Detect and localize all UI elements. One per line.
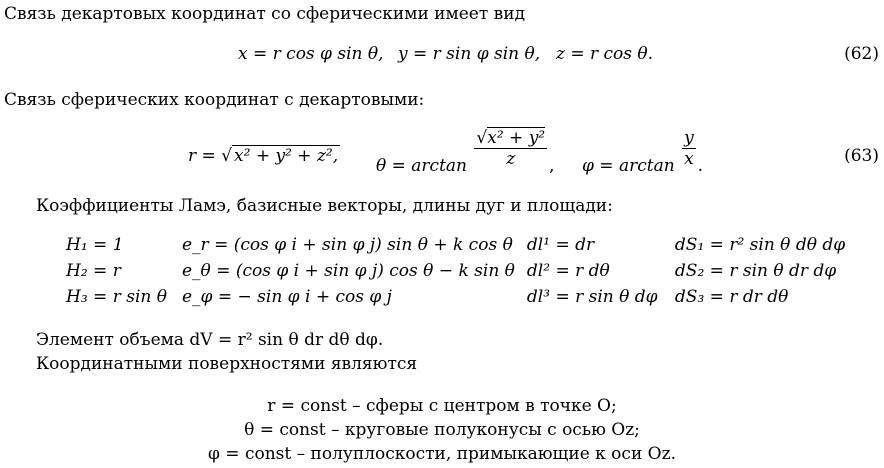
surfaces-heading: Координатными поверхностями являются [36,354,418,374]
equation-62 [0,44,884,68]
eq62-tag: (62) [844,44,879,64]
intro-text-2: Связь сферических координат с декартовыми: [4,90,425,110]
lame-coefficient: H₃ = r sin θ [66,287,167,307]
surfaces-list [0,394,884,466]
sqrt-radical: √ x² + y² + z², [221,146,339,166]
eq63-r [188,146,340,166]
basis-vector: e_θ = (cos φ i + sin φ j) cos θ − k sin θ [182,261,515,281]
basis-vector: e_r = (cos φ i + sin φ j) sin θ + k cos θ [182,235,513,255]
eq63-theta-num-radicand: x² + y² [487,128,546,148]
equation-63 [0,128,884,184]
area-element: dS₃ = r dr dθ [674,287,789,307]
lame-heading: Коэффициенты Ламэ, базисные векторы, длины дуг и площади: [36,196,613,216]
surface-item: θ = const – круговые полуконусы с осью Oz; [244,420,640,440]
comma: , [549,156,555,176]
eq63-phi [582,128,704,176]
eq63-phi-denominator: x [684,149,694,169]
arc-length: dl³ = r sin θ dφ [526,287,658,307]
surface-item: r = const – сферы с центром в точке O; [267,396,617,416]
area-element: dS₂ = r sin θ dr dφ [674,261,837,281]
eq62-x: x = r cos φ sin θ, [238,44,384,64]
eq63-theta [376,128,555,176]
area-element: dS₁ = r² sin θ dθ dφ [674,235,846,255]
eq63-phi-lhs: φ = arctan [582,156,675,176]
volume-element: Элемент объема dV = r² sin θ dr dθ dφ. [36,330,384,350]
eq63-tag: (63) [844,146,879,166]
eq62-y: y = r sin φ sin θ, [398,44,541,64]
eq63-theta-fraction [474,128,547,169]
eq63-phi-fraction [682,128,696,169]
period: . [697,156,704,176]
lame-row [66,258,857,284]
arc-length: dl¹ = dr [526,235,595,255]
eq63-phi-numerator: y [684,128,694,148]
lame-row [66,284,857,310]
arc-length: dl² = r dθ [526,261,610,281]
eq63-theta-denominator: z [506,149,516,169]
lame-table [66,232,857,310]
lame-coefficient: H₁ = 1 [66,235,124,255]
eq63-theta-lhs: θ = arctan [376,156,467,176]
basis-vector: e_φ = − sin φ i + cos φ j [182,287,392,307]
lame-row [66,232,857,258]
intro-text-1: Связь декартовых координат со сферическими имеет вид [4,4,526,24]
lame-coefficient: H₂ = r [66,261,121,281]
surface-item: φ = const – полуплоскости, примыкающие к оси Oz. [208,444,676,464]
eq63-theta-numerator: √x² + y² [476,128,546,148]
eq63-r-lhs: r = [188,146,222,166]
eq63-r-radicand: x² + y² + z², [234,146,339,166]
eq62-z: z = r cos θ. [556,44,654,64]
